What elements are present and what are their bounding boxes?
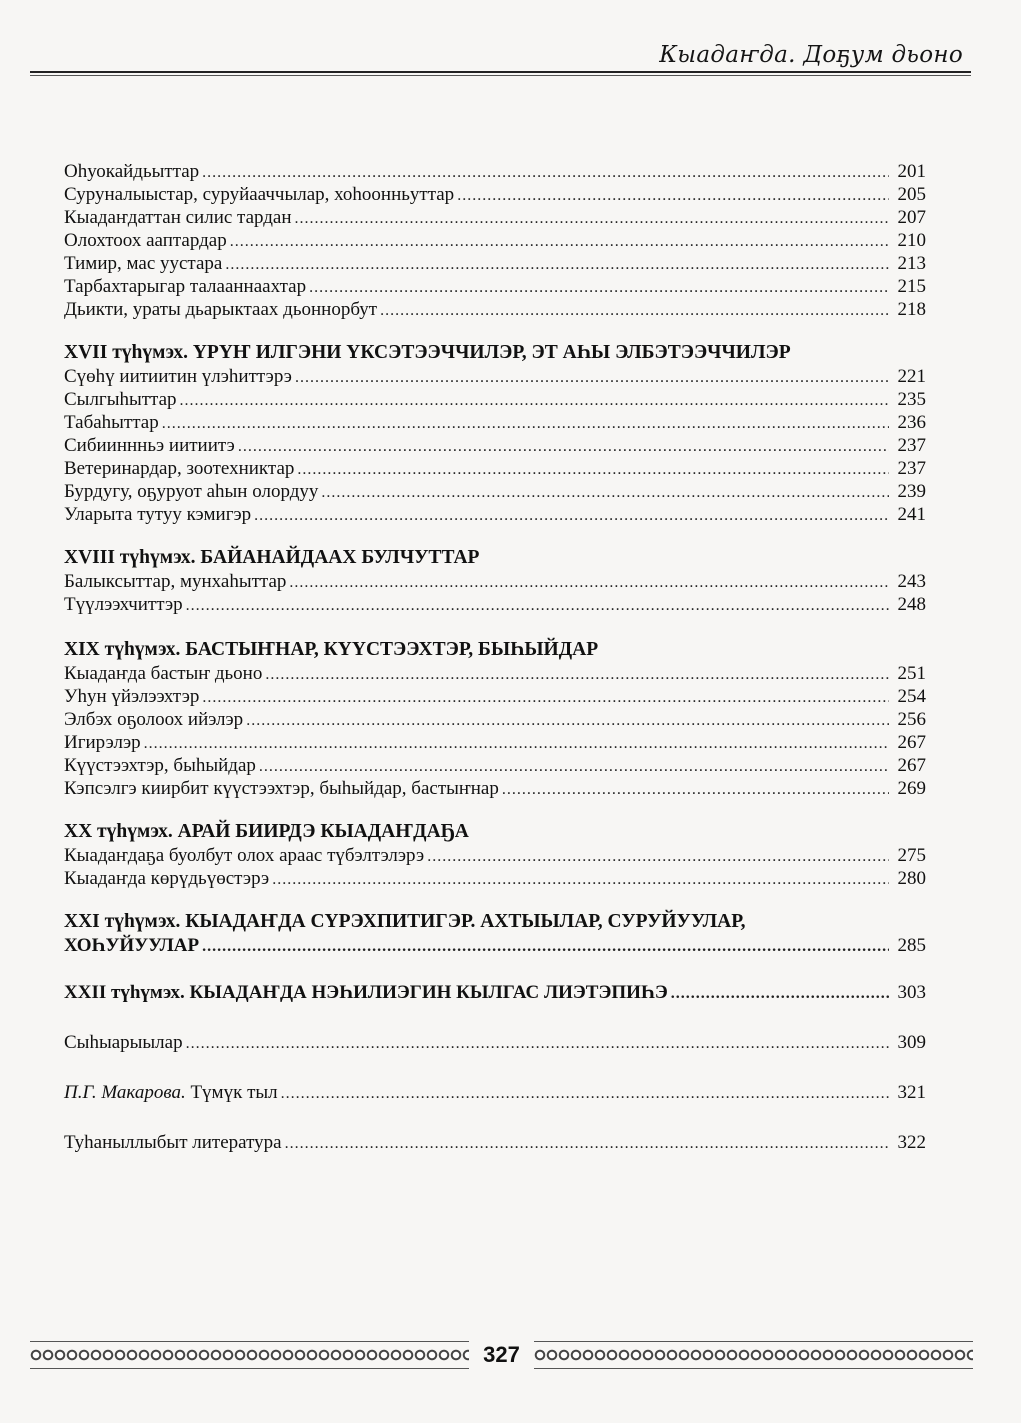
toc-entry[interactable]: Сибииннньэ иитиитэ ..... 237 [64,434,926,457]
toc-entry[interactable]: Бурдугу, оҕуруот аһын олордуу ..... 239 [64,480,926,503]
ornament-band-right [534,1341,973,1369]
dot-leader [144,732,889,755]
toc-entry[interactable]: Олохтоох ааптардар ..... 210 [64,229,926,252]
ornament-band-left [30,1341,469,1369]
page-number: 327 [483,1342,520,1367]
dot-leader [162,412,889,435]
toc-entry[interactable]: Сүөһү иитиитин үлэһиттэрэ ..... 221 [64,365,926,388]
dot-leader [186,1032,889,1055]
chapter-heading-22[interactable]: XXII түһүмэх. КЫАДАҤДА НЭҺИЛИЭГИН КЫЛГАС ЛИЭТЭПИҺЭ ..... 303 [64,981,926,1004]
dot-leader [297,458,889,481]
chapter-heading-17[interactable]: XVII түһүмэх. ҮРҮҤ ИЛГЭНИ ҮКСЭТЭЭЧЧИЛЭР, ЭТ АҺЫ ЭЛБЭТЭЭЧЧИЛЭР [64,342,791,363]
toc-entry[interactable]: Ветеринардар, зоотехниктар ..... 237 [64,457,926,480]
toc-entry-literature[interactable]: Туһаныллыбыт литература ..... 322 [64,1131,926,1154]
dot-leader [265,663,889,686]
dot-leader [246,709,889,732]
toc-entry[interactable]: Оһуокайдьыттар ..... 201 [64,160,926,183]
dot-leader [285,1132,889,1155]
toc-entry[interactable]: Элбэх оҕолоох ийэлэр ..... 256 [64,708,926,731]
toc-entry[interactable]: Уларыта тутуу кэмигэр ..... 241 [64,503,926,526]
dot-leader [202,935,889,958]
toc-entry[interactable]: Кыадаҥда көрүдьүөстэрэ ..... 280 [64,867,926,890]
toc-entry[interactable]: Түүлээхчиттэр ..... 248 [64,593,926,616]
toc-entry[interactable]: Кыадаҥдаҕа буолбут олох араас түбэлтэлэрэ ..... 275 [64,844,926,867]
chapter-heading-18[interactable]: XVIII түһүмэх. БАЙАНАЙДААХ БУЛЧУТТАР [64,547,480,568]
dot-leader [321,481,889,504]
dot-leader [180,389,889,412]
toc-entry[interactable]: Сылгыһыттар ..... 235 [64,388,926,411]
dot-leader [202,161,889,184]
author-name: П.Г. Макарова. [64,1082,186,1103]
toc-entry[interactable]: Табаһыттар ..... 236 [64,411,926,434]
toc-entry-appendix[interactable]: Сыһыарыылар ..... 309 [64,1031,926,1054]
dot-leader [225,253,889,276]
dot-leader [380,299,889,322]
dot-leader [295,207,889,230]
toc-entry[interactable]: Күүстээхтэр, быһыйдар ..... 267 [64,754,926,777]
toc-entry[interactable]: Дьикти, ураты дьарыктаах дьоннорбут ..... 218 [64,298,926,321]
dot-leader [671,982,889,1005]
dot-leader [427,845,889,868]
toc-entry[interactable]: Кыадаҥда бастыҥ дьоно ..... 251 [64,662,926,685]
toc-entry[interactable]: Тимир, мас уустара ..... 213 [64,252,926,275]
toc-entry[interactable]: Уһун үйэлээхтэр ..... 254 [64,685,926,708]
dot-leader [186,594,889,617]
chapter-heading-21[interactable]: XXI түһүмэх. КЫАДАҤДА СҮРЭХПИТИГЭР. АХТЫЫЛАР, СУРУЙУУЛАР, [64,911,746,932]
dot-leader [202,686,889,709]
toc-entry[interactable]: Кэпсэлгэ киирбит күүстээхтэр, быһыйдар, бастыҥнар ..... 269 [64,777,926,800]
dot-leader [295,366,889,389]
toc-entry[interactable]: Кыадаҥдаттан силис тардан ..... 207 [64,206,926,229]
dot-leader [259,755,889,778]
chapter-heading-20[interactable]: XX түһүмэх. АРАЙ БИИРДЭ КЫАДАҤДАҔА [64,821,469,842]
dot-leader [281,1082,889,1105]
running-header-title: Кыадаҥда. Доҕум дьоно [659,42,963,68]
header-rule-thin [30,75,971,76]
dot-leader [309,276,889,299]
dot-leader [289,571,889,594]
toc-entry[interactable]: Тарбахтарыгар талааннаахтар ..... 215 [64,275,926,298]
dot-leader [254,504,889,527]
dot-leader [272,868,889,891]
dot-leader [230,230,889,253]
dot-leader [238,435,889,458]
dot-leader [502,778,889,801]
chapter-heading-19[interactable]: XIX түһүмэх. БАСТЫҤНАР, КҮҮСТЭЭХТЭР, БЫҺЫЙДАР [64,639,599,660]
toc-entry[interactable]: Балыксыттар, мунхаһыттар ..... 243 [64,570,926,593]
page-footer [30,1335,973,1375]
toc-entry[interactable]: ХОҺУЙУУЛАР ..... 285 [64,934,926,957]
toc-entry[interactable]: Суруналыыстар, суруйааччылар, хоһоонньуттар ..... 205 [64,183,926,206]
header-rule [30,71,971,73]
toc-entry[interactable]: Игирэлэр ..... 267 [64,731,926,754]
dot-leader [457,184,889,207]
toc-entry-afterword[interactable]: П.Г. Макарова. Түмүк тыл ..... 321 [64,1081,926,1104]
table-of-contents [64,160,926,1154]
